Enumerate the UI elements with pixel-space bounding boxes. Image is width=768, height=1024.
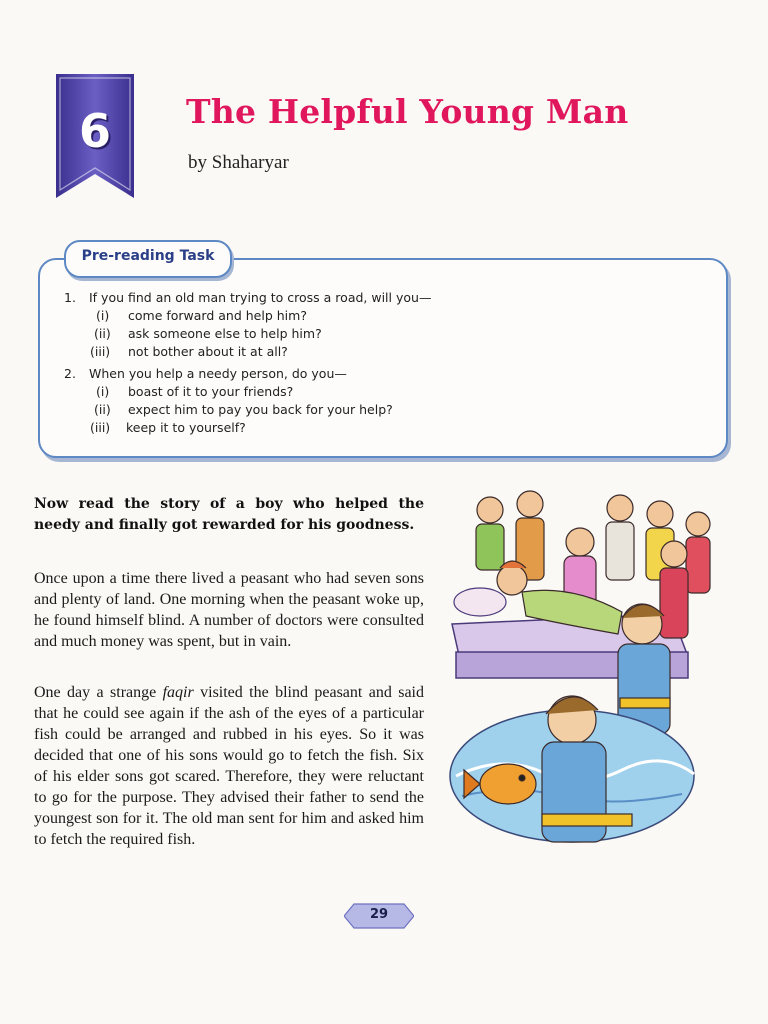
faqir-word: faqir [162,684,194,701]
story-paragraph-1: Once upon a time there lived a peasant who had seven sons and plenty of land. One morning when the peasant woke up, he found himself blind. A number of doctors were consulted and much money was spent, but in vain. [34,570,424,650]
story-illustration [442,484,742,864]
chapter-number: 6 [78,104,111,158]
pre-reading-tab [64,240,232,278]
page-number-badge [344,902,414,930]
page-number: 29 [369,907,389,922]
story-intro: Now read the story of a boy who helped the needy and finally got rewarded for his goodness. [34,496,424,533]
textbook-page: 6 The Helpful Young Man by Shaharyar Pre-reading Task 1. If you find an old man trying to cross a road, will you— (i) come forward and help him? (ii) ask someone else to help him? (iii) not bother about it at all? 2. When you help a needy person, do you— (i) boast of it to your friends? (ii) expect him to pay you back for your help? (iii) keep it to yourself? Now read the story of a boy who helped the needy and finally got rewarded for his goodness. Once upon a time there lived a peasant who had seven sons and plenty of land. One morning when the peasant woke up, he found himself blind. A number of doctors were consulted and much money was spent, but in vain. One day a strange faqir visited the blind peasant and said that he could see again if the ash of the eyes of a particular fish could be arranged and rubbed in his eyes. So it was decided that one of his sons would go to fetch the fish. Six of his elder sons got scared. Therefore, they were reluctant to go for the purpose. They advised their father to send the youngest son for it. The old man sent for him and asked him to fetch the required fish. 29 [0,0,768,1024]
chapter-badge [56,74,134,200]
chapter-title: The Helpful Young Man [186,92,629,131]
pre-reading-heading: Pre-reading Task [81,248,215,264]
chapter-author: by Shaharyar [188,152,289,173]
story-paragraph-2: One day a strange faqir visited the blind peasant and said that he could see again if the ash of the eyes of a particular fish could be arranged and rubbed in his eyes. So it was decided that one of his sons would go to fetch the fish. Six of his elder sons got scared. Therefore, they were reluctant to go for the purpose. They advised their father to send the youngest son for it. The old man sent for him and asked him to fetch the required fish. [34,684,425,848]
